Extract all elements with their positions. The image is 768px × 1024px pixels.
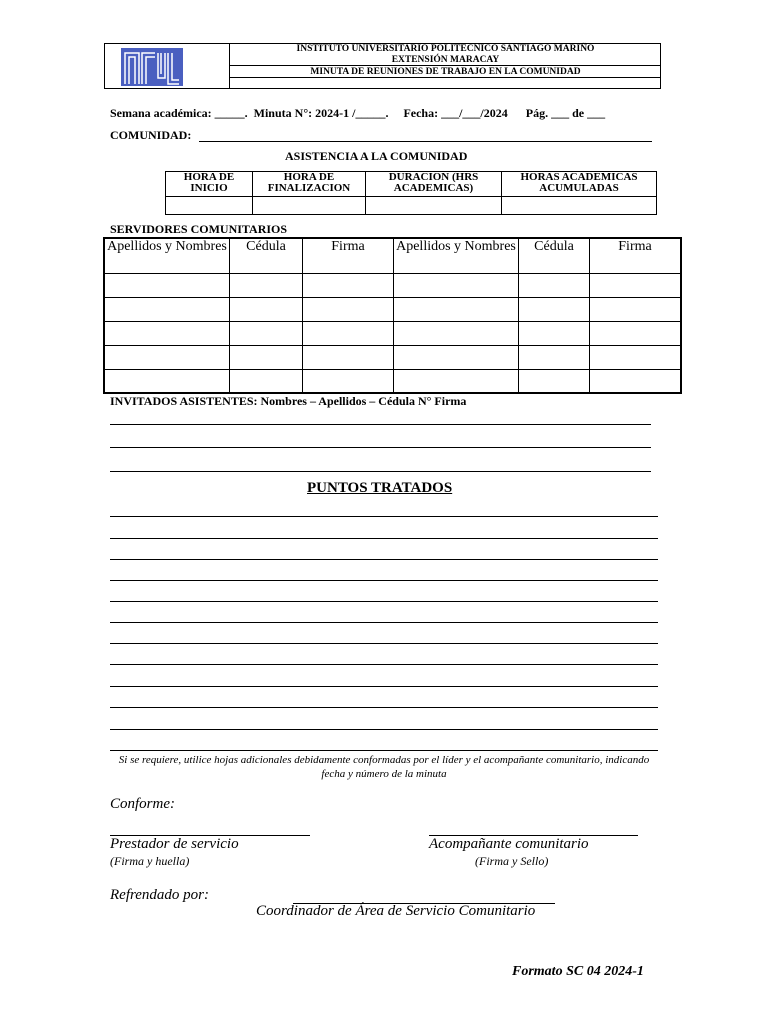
provider-sub: (Firma y huella) [110,854,190,868]
point-line[interactable] [110,538,658,539]
guest-line[interactable] [110,424,651,425]
accumulated-cell[interactable] [502,197,657,215]
col-name-2: Apellidos y Nombres [394,238,519,273]
point-line[interactable] [110,707,658,708]
table-row [104,273,681,297]
table-row [104,345,681,369]
table-row [104,369,681,393]
col-name-1: Apellidos y Nombres [104,238,230,273]
provider-label: Prestador de servicio [110,836,239,852]
start-time-cell[interactable] [166,197,253,215]
extension-name: EXTENSIÓN MARACAY [230,55,661,66]
point-line[interactable] [110,580,658,581]
col-accumulated-hours: HORAS ACADEMICAS ACUMULADAS [502,172,657,197]
endorsed-label: Refrendado por: [110,887,210,903]
community-label: COMUNIDAD: [110,128,192,142]
point-line[interactable] [110,664,658,665]
point-line[interactable] [110,516,658,517]
col-id-2: Cédula [519,238,590,273]
points-title: PUNTOS TRATADOS [307,480,453,496]
institute-logo [105,44,230,88]
table-row [104,297,681,321]
point-line[interactable] [110,729,658,730]
form-title: MINUTA DE REUNIONES DE TRABAJO EN LA COMUNIDAD [230,67,661,78]
logo-icon [105,44,229,88]
points-note: Si se requiere, utilice hojas adicionales debidamente conformadas por el líder y el acompañante comunitario, indicando fecha y número de la minuta [118,754,650,780]
companion-sub: (Firma y Sello) [475,854,549,868]
table-row [104,321,681,345]
point-line[interactable] [110,601,658,602]
coordinator-label: Coordinador de Área de Servicio Comunitario [256,903,536,919]
guest-line[interactable] [110,447,651,448]
attendance-title: ASISTENCIA A LA COMUNIDAD [285,149,468,163]
col-signature-1: Firma [303,238,394,273]
attendance-table [165,171,657,215]
col-signature-2: Firma [590,238,682,273]
servers-table [103,237,682,394]
community-field[interactable] [199,141,652,142]
col-start-time: HORA DE INICIO [166,172,253,197]
point-line[interactable] [110,686,658,687]
point-line[interactable] [110,622,658,623]
col-end-time: HORA DE FINALIZACION [253,172,366,197]
point-line[interactable] [110,559,658,560]
point-line[interactable] [110,643,658,644]
col-duration: DURACION (HRS ACADEMICAS) [366,172,502,197]
col-id-1: Cédula [230,238,303,273]
guest-line[interactable] [110,471,651,472]
servers-title: SERVIDORES COMUNITARIOS [110,222,288,236]
guests-title: INVITADOS ASISTENTES: Nombres – Apellidos – Cédula N° Firma [110,394,467,408]
document-header [104,43,661,89]
conforme-label: Conforme: [110,796,175,812]
meta-line: Semana académica: _____. Minuta N°: 2024-1 /_____. Fecha: ___/___/2024 Pág. ___ de ___ [110,106,606,120]
companion-label: Acompañante comunitario [429,836,589,852]
format-code: Formato SC 04 2024-1 [512,964,644,979]
point-line[interactable] [110,750,658,751]
institute-name: INSTITUTO UNIVERSITARIO POLITECNICO SANTIAGO MARIÑO [296,44,595,54]
end-time-cell[interactable] [253,197,366,215]
duration-cell[interactable] [366,197,502,215]
